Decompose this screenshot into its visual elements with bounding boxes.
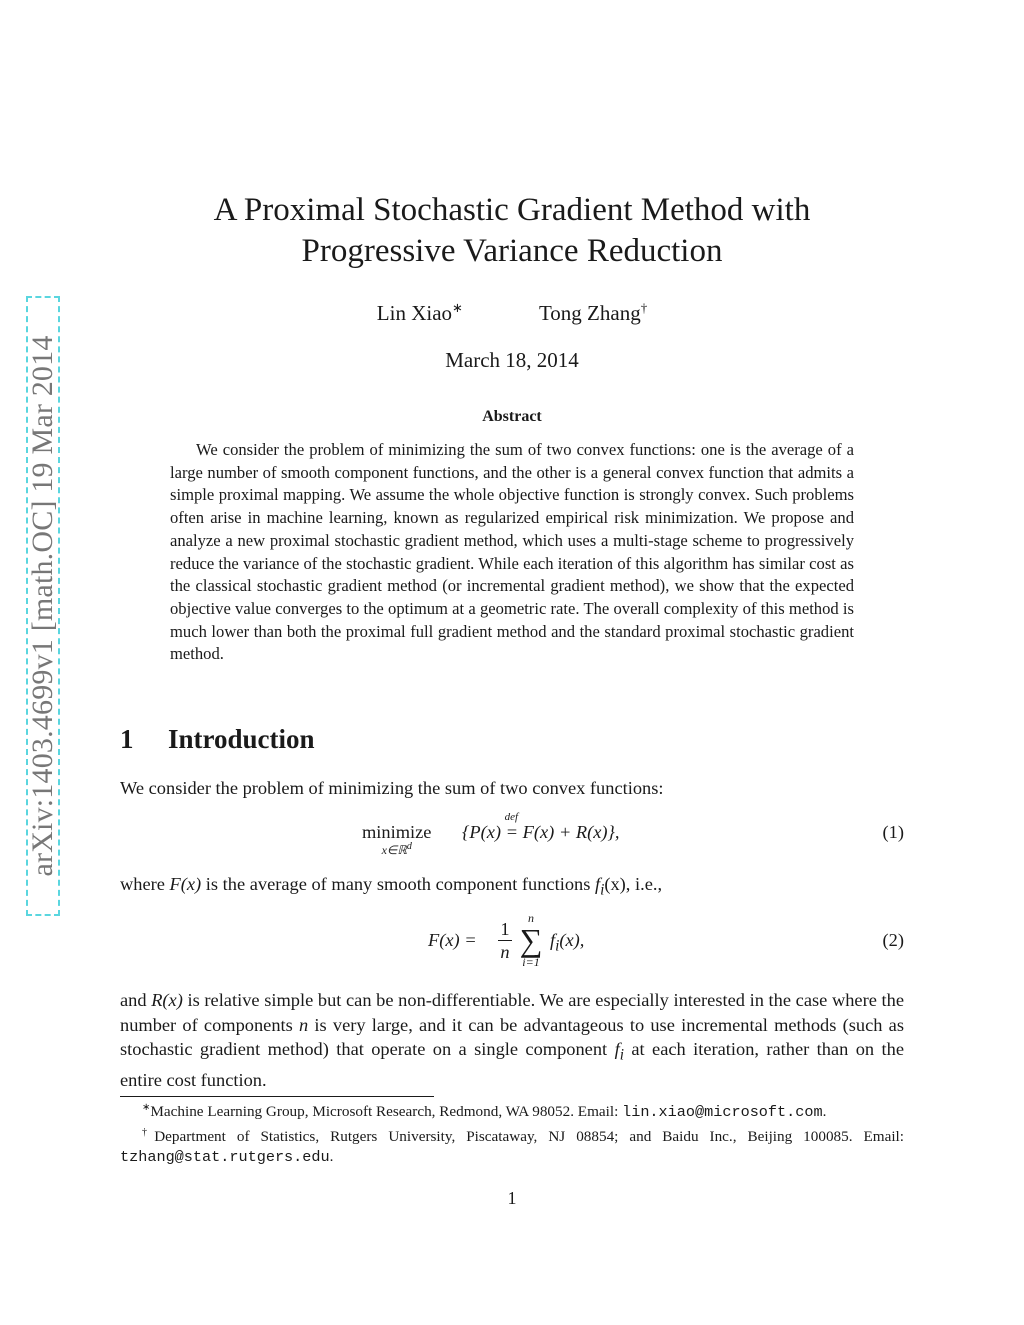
page-number: 1 [507,1188,517,1208]
eq1-def: def [504,811,519,823]
footnotes [120,1098,904,1168]
eq2-summation [516,912,546,968]
footnote-2: †Department of Statistics, Rutgers University, Piscataway, NJ 08854; and Baidu Inc., Beijing 100085. Email: tzhang@stat.rutgers.edu. [120,1126,904,1167]
sigma-symbol: ∑ [519,922,543,958]
eq1-defeq: def = [504,811,519,842]
math-fi: f [594,874,601,894]
eq2-fraction [498,918,512,963]
arxiv-stamp-text: arXiv:1403.4699v1 [math.OC] 19 Mar 2014 [26,335,59,877]
eq2-rhs: $f_i(x)$, [550,930,585,955]
title-line-2: Progressive Variance Reduction [301,233,723,269]
eq2-sum-upper: n [528,911,534,925]
eq1-minimize-word: minimize [362,822,432,842]
section-title: Introduction [168,724,315,754]
email-link-1[interactable]: lin.xiao@microsoft.com [622,1103,823,1122]
equation-2 [120,912,904,974]
author-1 [377,300,463,326]
eq2-lhs: F(x) = [428,930,477,950]
author-2 [539,300,647,326]
arxiv-stamp [26,296,60,916]
math-F: F(x) [169,874,202,894]
eq2-denominator: n [498,940,512,963]
abstract-heading: Abstract [482,408,542,425]
title-line-1: A Proximal Stochastic Gradient Method with [213,192,811,228]
eq2-sum-lower: i=1 [522,955,540,969]
paragraph-3: and R(x) is relative simple but can be non-differentiable. We are especially interested in the case where the number of components n is very large, and it can be advantageous to use incremental methods (such as stochastic gradient method) that operate on a single component $f_i$ at each iteration, rather than on the entire cost function. [120,990,904,1091]
footnote-divider [120,1096,434,1097]
eq2-numerator: 1 [500,919,510,939]
eq2-number: (2) [882,930,904,950]
author-2-name: Tong Zhang [538,301,641,325]
equation-1 [120,811,904,860]
email-link-2[interactable]: tzhang@stat.rutgers.edu [120,1148,330,1167]
section-number: 1 [120,724,134,754]
author-1-name: Lin Xiao [376,301,453,325]
eq1-constraint: x∈ℝ$^d$ [381,841,412,857]
abstract-text: We consider the problem of minimizing the sum of two convex functions: one is the average of a large number of smooth component functions, and the other is a general convex function that admits a simple proximal mapping. We assume the whole objective function is strongly convex. Such problems often arise in machine learning, known as regularized empirical risk minimization. We propose and analyze a new proximal stochastic gradient method, which uses a multi-stage scheme to progressively reduce the variance of the stochastic gradient. While each iteration of this algorithm has similar cost as the classical stochastic gradient method (or incremental gradient method), we show that the expected objective value converges to the optimum at a geometric rate. The overall complexity of this method is much lower than both the proximal full gradient method and the standard proximal stochastic gradient method. [170,440,854,664]
paragraph-1: We consider the problem of minimizing the sum of two convex functions: [120,778,664,798]
author-list [0,300,1024,326]
author-2-mark: † [640,300,648,315]
author-1-mark: ∗ [452,300,463,315]
section-heading [120,724,315,755]
eq1-number: (1) [882,822,904,842]
paragraph-2: where F(x) is the average of many smooth component functions $f_i(x)$, i.e., [120,874,663,899]
eq1-minimize [362,822,431,858]
eq1-rhs: F(x) + R(x)}, [518,822,620,842]
eq1-expression [462,811,620,843]
eq1-lhs: {P(x) [462,822,506,842]
footnote-1: ∗Machine Learning Group, Microsoft Research, Redmond, WA 98052. Email: lin.xiao@microsoft.com. [142,1102,827,1122]
paper-date: March 18, 2014 [445,348,579,372]
paper-title [0,190,1024,272]
